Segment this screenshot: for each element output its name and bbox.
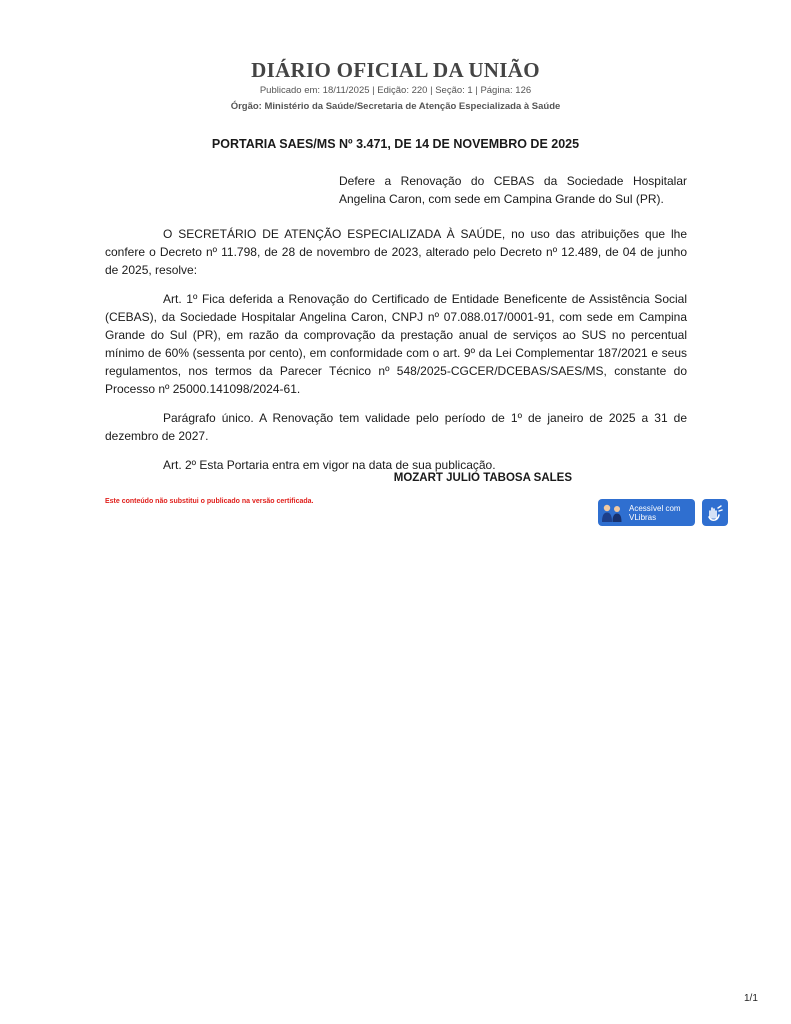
gazette-title: DIÁRIO OFICIAL DA UNIÃO [251, 58, 540, 82]
publication-info: Publicado em: 18/11/2025 | Edição: 220 | Seção: 1 | Página: 126 [259, 85, 532, 96]
certification-disclaimer: Este conteúdo não substitui o publicado na versão certificada. [105, 498, 314, 505]
page-number: 1/1 [744, 993, 758, 1004]
signer-name: MOZART JULIO TABOSA SALES [393, 472, 572, 484]
vlibras-label-line2: VLibras [629, 512, 657, 522]
issuing-body: Órgão: Ministério da Saúde/Secretaria de Atenção Especializada à Saúde [230, 101, 561, 112]
ementa: Defere a Renovação do CEBAS da Sociedade Hospitalar Angelina Caron, com sede em Campina Grande do Sul (PR). [339, 174, 687, 206]
preamble-paragraph: O SECRETÁRIO DE ATENÇÃO ESPECIALIZADA À SAÚDE, no uso das atribuições que lhe confere o Decreto nº 11.798, de 28 de novembro de 2023, alterado pelo Decreto nº 12.489, de 04 de junho de 2025, resolve: [105, 227, 687, 277]
sign-language-hands-icon [702, 499, 728, 526]
sole-paragraph: Parágrafo único. A Renovação tem validade pelo período de 1º de janeiro de 2025 a 31 de dezembro de 2027. [105, 411, 687, 443]
document-body [105, 225, 687, 485]
vlibras-button[interactable] [598, 499, 695, 526]
vlibras-label [629, 504, 681, 522]
vlibras-label-line1: Acessível com [629, 503, 681, 513]
portaria-title: PORTARIA SAES/MS Nº 3.471, DE 14 DE NOVEMBRO DE 2025 [211, 137, 580, 151]
vlibras-avatars-icon [598, 499, 626, 526]
article-2-paragraph: Art. 2º Esta Portaria entra em vigor na data de sua publicação. [163, 458, 496, 472]
vlibras-hands-button[interactable] [702, 499, 728, 526]
article-1-paragraph: Art. 1º Fica deferida a Renovação do Certificado de Entidade Beneficente de Assistência Social (CEBAS), da Sociedade Hospitalar Angelina Caron, CNPJ nº 07.088.017/0001-91, com sede em Campina Grande do Sul (PR), em razão da comprovação da prestação anual de serviços ao SUS no percentual mínimo de 60% (sessenta por cento), em conformidade com o art. 9º da Lei Complementar 187/2021 e seus regulamentos, nos termos da Parecer Técnico nº 548/2025-CGCER/DCEBAS/SAES/MS, constante do Processo nº 25000.141098/2024-61. [105, 292, 687, 396]
